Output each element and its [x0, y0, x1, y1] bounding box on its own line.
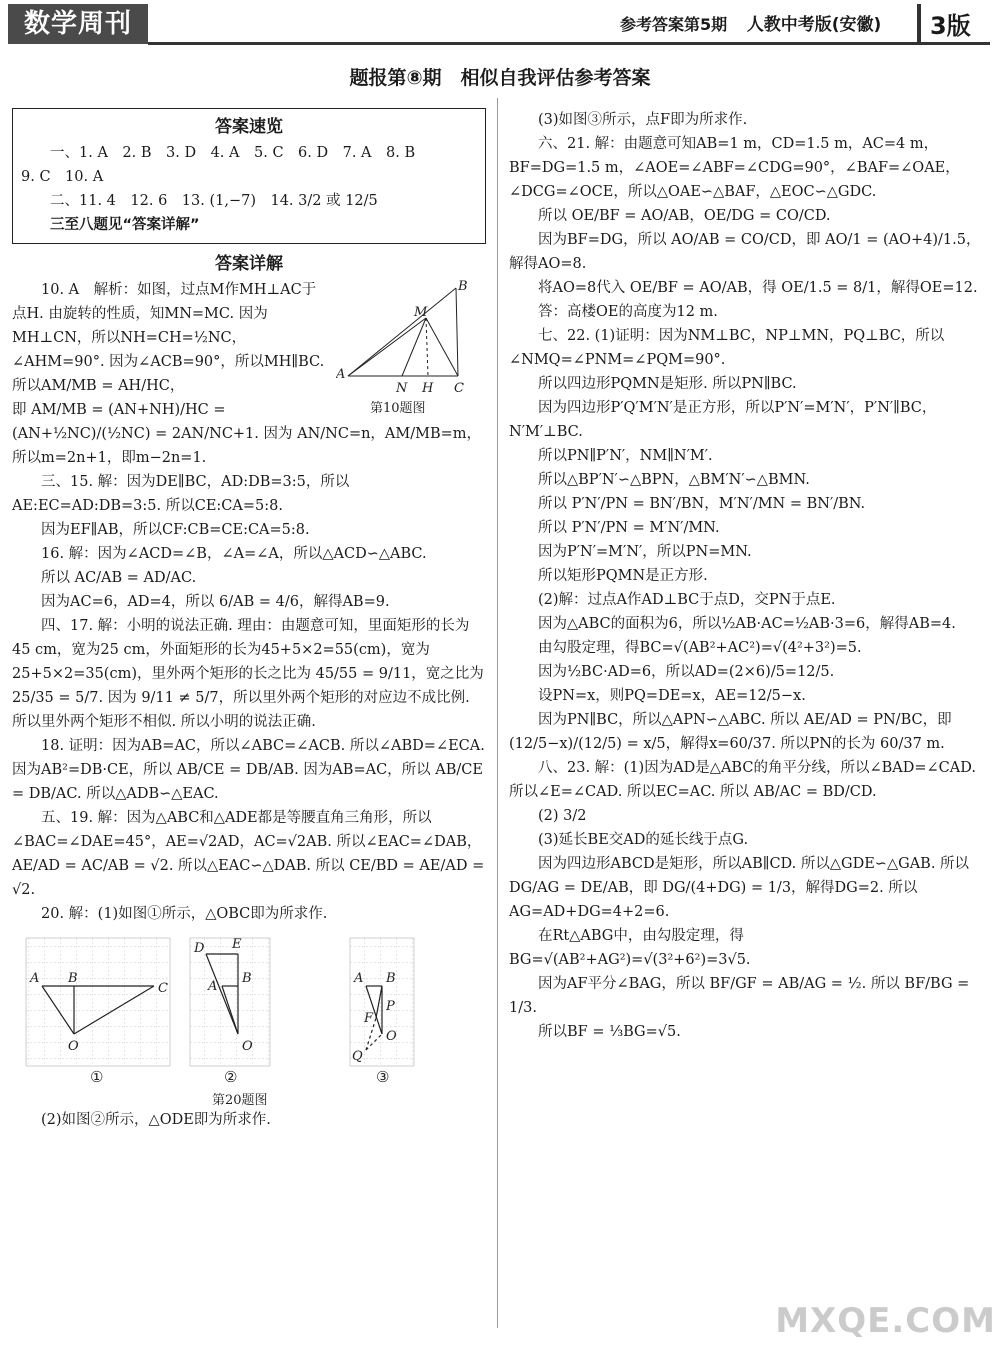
fig20-label: B — [386, 971, 396, 986]
solution-paragraph: (2)解：过点A作AD⊥BC于点D，交PN于点E. — [538, 592, 836, 608]
page-header — [0, 0, 1000, 52]
figure-20 — [12, 930, 486, 1108]
solution-paragraph: 所以 OE/BF = AO/AB，OE/DG = CO/CD. — [538, 208, 831, 224]
fig20-label: A — [208, 979, 218, 994]
page-number: 3版 — [930, 12, 971, 40]
solution-paragraph: 所以BF = ⅓BG=√5. — [538, 1024, 681, 1040]
grid-2 — [190, 938, 270, 1066]
fig20-label: F — [364, 1011, 374, 1026]
fig10-label: M — [414, 305, 428, 320]
header-info — [620, 10, 881, 35]
fig20-label: C — [158, 981, 168, 996]
fig20-label: A — [354, 971, 364, 986]
quick-line: 二、11. 4 12. 6 13. (1,−7) 14. 3/2 或 12/5 — [50, 193, 378, 209]
fig10-label: A — [336, 367, 346, 382]
fig10-label: B — [458, 279, 468, 294]
quick-answers-box — [12, 108, 486, 244]
fig10-label: C — [454, 381, 464, 396]
fig20-label: O — [68, 1039, 79, 1054]
solution-paragraph: 将AO=8代入 OE/BF = AO/AB，得 OE/1.5 = 8/1，解得OE=12. — [538, 280, 978, 296]
solution-paragraph: 因为四边形ABCD是矩形，所以AB∥CD. 所以△GDE∽△GAB. 所以 DG/AG = DE/AB，即 DG/(4+DG) = 1/3，解得DG=2. 所以AG=AD+DG=4+2=6. — [509, 856, 970, 920]
solution-paragraph: 三、15. 解：因为DE∥BC，AD:DB=3:5，所以AE:EC=AD:DB=3:5. 所以CE:CA=5:8. — [12, 474, 350, 514]
edition-label: 人教中考版(安徽) — [746, 15, 882, 35]
solution-paragraph: 因为AC=6，AD=4，所以 6/AB = 4/6，解得AB=9. — [41, 594, 390, 610]
solution-paragraph: 所以 AC/AB = AD/AC. — [41, 570, 197, 586]
right-column — [509, 108, 983, 1044]
solution-paragraph: 18. 证明：因为AB=AC，所以∠ABC=∠ACB. 所以∠ABD=∠ECA. 因为AB²=DB·CE，所以 AB/CE = DB/AB. 因为AB=AC，所以 AB/CE = DB/AC. 所以△ADB∽△EAC. — [12, 738, 485, 802]
fig20-label: Q — [352, 1049, 363, 1064]
solution-paragraph: 由勾股定理，得BC=√(AB²+AC²)=√(4²+3²)=5. — [538, 640, 862, 656]
solution-paragraph: (3)如图③所示，点F即为所求作. — [538, 112, 748, 128]
quick-answers-title: 答案速览 — [215, 117, 283, 137]
page-title: 题报第⑧期 相似自我评估参考答案 — [349, 67, 651, 89]
fig20-label: A — [30, 971, 40, 986]
solution-paragraph: 八、23. 解：(1)因为AD是△ABC的角平分线，所以∠BAD=∠CAD. 所以∠E=∠CAD. 所以EC=AC. 所以 AB/AC = BD/CD. — [509, 760, 976, 800]
fig10-line — [426, 318, 428, 376]
watermark: MXQE.COM — [775, 1301, 996, 1341]
fig20-label: E — [232, 937, 242, 952]
solution-paragraph: 五、19. 解：因为△ABC和△ADE都是等腰直角三角形，所以∠BAC=∠DAE=45°，AE=√2AD，AC=√2AB. 所以∠EAC=∠DAB，AE/AD = AC/AB = √2. 所以△EAC∽△DAB. 所以 CE/BD = AE/AD = √2. — [12, 810, 485, 898]
solution-paragraph: 所以 P′N′/PN = M′N′/MN. — [538, 520, 720, 536]
fig20-num: ② — [224, 1068, 238, 1086]
fig20-label: B — [68, 971, 78, 986]
fig20-label: D — [194, 941, 205, 956]
fig20-num: ① — [90, 1068, 104, 1086]
solution-paragraph: 所以PN∥P′N′，NM∥N′M′. — [538, 448, 713, 464]
brand-logo: 数学周刊 — [8, 4, 148, 44]
fig10-label: H — [422, 381, 434, 396]
solution-paragraph: 所以四边形PQMN是矩形. 所以PN∥BC. — [538, 376, 797, 392]
solution-paragraph: 因为EF∥AB，所以CF:CB=CE:CA=5:8. — [41, 522, 310, 538]
fig10-line — [348, 288, 456, 376]
solution-paragraph: 所以矩形PQMN是正方形. — [538, 568, 708, 584]
fig20-label: O — [386, 1029, 397, 1044]
solution-paragraph: (12/5−x)/(12/5) = x/5，解得x=60/37. 所以PN的长为 60/37 m. — [509, 736, 945, 752]
fig20-label: B — [242, 971, 252, 986]
quick-line: 9. C 10. A — [21, 169, 104, 185]
solution-paragraph: 设PN=x，则PQ=DE=x，AE=12/5−x. — [538, 688, 806, 704]
fig10-caption: 第10题图 — [370, 401, 426, 416]
solution-paragraph: 因为四边形P′Q′M′N′是正方形，所以P′N′=M′N′，P′N′∥BC，N′M′⊥BC. — [509, 400, 937, 440]
solution-paragraph: 所以△BP′N′∽△BPN，△BM′N′∽△BMN. — [538, 472, 810, 488]
fig20-label: P — [386, 999, 395, 1014]
figure-10 — [336, 278, 486, 418]
header-divider — [917, 4, 921, 44]
solution-paragraph: 10. A 解析：如图，过点M作MH⊥AC于点H. 由旋转的性质，知MN=MC. 因为MH⊥CN，所以NH=CH=½NC，∠AHM=90°. 因为∠ACB=90°，所以MH∥BC. 所以AM/MB = AH/HC， — [12, 282, 325, 394]
fig10-line — [456, 288, 458, 376]
solution-paragraph: 所以 P′N′/PN = BN′/BN，M′N′/MN = BN′/BN. — [538, 496, 866, 512]
solution-paragraph: 答：高楼OE的高度为12 m. — [538, 304, 718, 320]
left-column — [12, 108, 486, 1132]
solution-paragraph: 因为½BC·AD=6，所以AD=(2×6)/5=12/5. — [538, 664, 835, 680]
solution-paragraph: 六、21. 解：由题意可知AB=1 m，CD=1.5 m，AC=4 m，BF=DG=1.5 m，∠AOE=∠ABF=∠CDG=90°，∠BAF=∠OAE，∠DCG=∠OCE，所以△OAE∽△BAF，△EOC∽△GDC. — [509, 136, 960, 200]
fig20-num: ③ — [376, 1068, 390, 1086]
solution-paragraph: 因为△ABC的面积为6，所以½AB·AC=½AB·3=6，解得AB=4. — [538, 616, 956, 632]
quick-line: 一、1. A 2. B 3. D 4. A 5. C 6. D 7. A 8. B — [50, 145, 416, 161]
solution-paragraph: 在Rt△ABG中，由勾股定理，得BG=√(AB²+AG²)=√(3²+6²)=3√5. — [509, 928, 751, 968]
solution-paragraph: 因为PN∥BC，所以△APN∽△ABC. 所以 AE/AD = PN/BC，即 — [538, 712, 952, 728]
grid-1 — [26, 938, 170, 1066]
issue-label: 参考答案第5期 — [620, 15, 728, 34]
solution-paragraph: 因为AF平分∠BAG，所以 BF/GF = AB/AG = ½. 所以 BF/BG = 1/3. — [509, 976, 970, 1016]
solution-paragraph: 四、17. 解：小明的说法正确. 理由：由题意可知，里面矩形的长为45 cm，宽为25 cm，外面矩形的长为45+5×2=55(cm)，宽为25+5×2=35(cm)，里外两个矩形的长之比为 45/55 = 9/11，宽之比为 25/35 = 5/7. 因为 9/11 ≠ 5/7，所以里外两个矩形的对应边不成比例. 所以里外两个矩形不相似. 所以小明的说法正确. — [12, 618, 484, 730]
column-divider — [497, 98, 498, 1328]
fig20-caption: 第20题图 — [212, 1093, 268, 1108]
solution-paragraph: (3)延长BE交AD的延长线于点G. — [538, 832, 749, 848]
solution-paragraph: 七、22. (1)证明：因为NM⊥BC，NP⊥MN，PQ⊥BC，所以∠NMQ=∠PNM=∠PQM=90°. — [509, 328, 945, 368]
fig10-label: N — [396, 381, 408, 396]
detail-title: 答案详解 — [215, 254, 283, 274]
fig20-label: O — [242, 1039, 253, 1054]
header-rule — [148, 42, 990, 45]
fig10-line — [426, 318, 458, 376]
quick-line: 三至八题见“答案详解” — [50, 217, 200, 233]
solution-paragraph: 因为BF=DG，所以 AO/AB = CO/CD，即 AO/1 = (AO+4)/1.5，解得AO=8. — [509, 232, 981, 272]
solution-paragraph: (2) 3/2 — [538, 808, 587, 824]
solution-paragraph: 即 AM/MB = (AN+NH)/HC = (AN+½NC)/(½NC) = 2AN/NC+1. 因为 AN/NC=n，AM/MB=m，所以m=2n+1，即m−2n=1. — [12, 402, 482, 466]
solution-paragraph: (2)如图②所示，△ODE即为所求作. — [41, 1112, 271, 1128]
solution-paragraph: 16. 解：因为∠ACD=∠B，∠A=∠A，所以△ACD∽△ABC. — [41, 546, 427, 562]
solution-paragraph: 20. 解：(1)如图①所示，△OBC即为所求作. — [41, 906, 328, 922]
solution-paragraph: 因为P′N′=M′N′，所以PN=MN. — [538, 544, 752, 560]
